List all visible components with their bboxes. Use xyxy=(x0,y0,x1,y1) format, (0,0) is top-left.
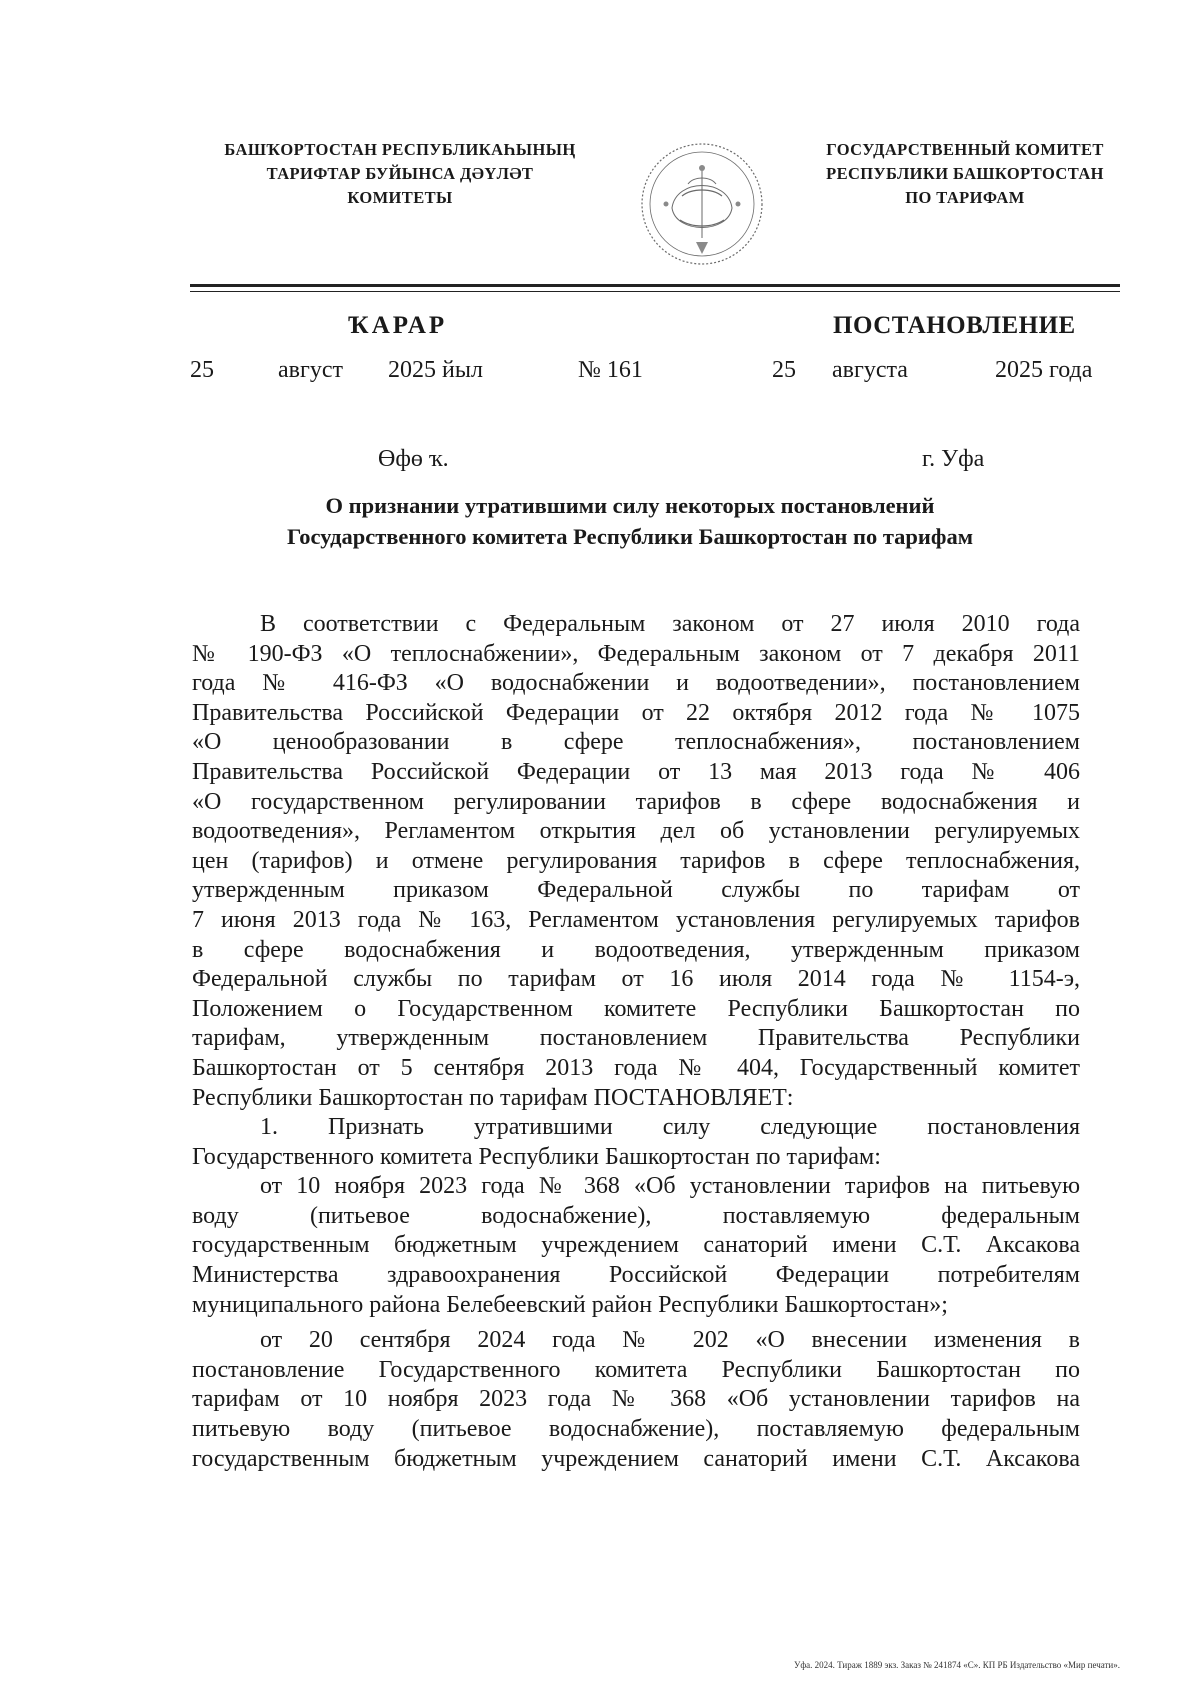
text-line: «О государственном регулировании тарифов в сфере водоснабжения и xyxy=(192,788,1080,815)
header-left-line-3: КОМИТЕТЫ xyxy=(347,188,453,207)
text-line: Положением о Государственном комитете Республики Башкортостан по xyxy=(192,995,1080,1022)
document-number: № 161 xyxy=(578,357,643,383)
text-line: Республики Башкортостан по тарифам ПОСТАНОВЛЯЕТ: xyxy=(192,1084,794,1111)
text-line: года № 416-ФЗ «О водоснабжении и водоотведении», постановлением xyxy=(192,670,1080,697)
text-line: № 190-ФЗ «О теплоснабжении», Федеральным законом от 7 декабря 2011 xyxy=(192,640,1080,667)
text-line: питьевую воду (питьевое водоснабжение), поставляемую федеральным xyxy=(192,1416,1080,1443)
header-left-line-1: БАШҠОРТОСТАН РЕСПУБЛИКАҺЫНЫҢ xyxy=(224,140,576,159)
text-line: в сфере водоснабжения и водоотведения, утвержденным приказом xyxy=(192,936,1080,963)
title-postanovlenie: ПОСТАНОВЛЕНИЕ xyxy=(833,312,1076,339)
document-body xyxy=(192,610,1080,1474)
city-bashkir: Өфө ҡ. xyxy=(378,446,449,472)
text-line: Федеральной службы по тарифам от 16 июля 2014 года № 1154-э, xyxy=(192,966,1080,993)
text-line: Министерства здравоохранения Российской Федерации потребителям xyxy=(192,1262,1080,1289)
header-divider-thick xyxy=(190,284,1120,287)
text-line: Башкортостан от 5 сентября 2013 года № 404, Государственный комитет xyxy=(192,1054,1080,1081)
date-right-year: 2025 года xyxy=(995,357,1093,383)
title-karar: ҠАРАР xyxy=(348,312,448,339)
header-left-bashkir xyxy=(170,138,630,210)
text-line: водоотведения», Регламентом открытия дел об установлении регулируемых xyxy=(192,818,1080,845)
paragraph-decree-368 xyxy=(192,1172,1080,1320)
document-title-line: О признании утратившими силу некоторых постановлений xyxy=(325,493,935,518)
print-imprint: Уфа. 2024. Тираж 1889 экз. Заказ № 241874 «С». КП РБ Издательство «Мир печати». xyxy=(793,1660,1120,1670)
text-line: «О ценообразовании в сфере теплоснабжения», постановлением xyxy=(192,729,1080,756)
date-left-day: 25 xyxy=(190,357,214,383)
header-left-line-2: ТАРИФТАР БУЙЫНСА ДӘҮЛӘТ xyxy=(266,164,534,183)
text-line: 7 июня 2013 года № 163, Регламентом установления регулируемых тарифов xyxy=(192,906,1080,933)
city-russian: г. Уфа xyxy=(922,446,985,472)
header-right-line-1: ГОСУДАРСТВЕННЫЙ КОМИТЕТ xyxy=(826,140,1104,159)
coat-of-arms-icon xyxy=(636,138,768,270)
text-line: утвержденным приказом Федеральной службы по тарифам от xyxy=(192,877,1080,904)
text-line: государственным бюджетным учреждением санаторий имени С.Т. Аксакова xyxy=(192,1445,1080,1472)
date-right-month: августа xyxy=(832,357,908,383)
paragraph-item-1 xyxy=(192,1113,1080,1172)
paragraph-decree-202 xyxy=(192,1326,1080,1474)
header-divider-thin xyxy=(190,291,1120,292)
text-line: 1. Признать утратившими силу следующие постановления xyxy=(260,1114,1080,1141)
text-line: воду (питьевое водоснабжение), поставляемую федеральным xyxy=(192,1202,1080,1229)
header-right-line-2: РЕСПУБЛИКИ БАШКОРТОСТАН xyxy=(826,164,1104,183)
document-title xyxy=(180,490,1080,552)
text-line: тарифам, утвержденным постановлением Правительства Республики xyxy=(192,1025,1080,1052)
text-line: Правительства Российской Федерации от 22 октября 2012 года № 1075 xyxy=(192,699,1080,726)
text-line: от 20 сентября 2024 года № 202 «О внесении изменения в xyxy=(260,1327,1080,1354)
text-line: Государственного комитета Республики Башкортостан по тарифам: xyxy=(192,1143,881,1170)
date-left-year: 2025 йыл xyxy=(388,357,483,383)
text-line: тарифам от 10 ноября 2023 года № 368 «Об установлении тарифов на xyxy=(192,1386,1080,1413)
paragraph-preamble xyxy=(192,610,1080,1113)
header-right-line-3: ПО ТАРИФАМ xyxy=(905,188,1025,207)
date-left-month: август xyxy=(278,357,343,383)
text-line: муниципального района Белебеевский район Республики Башкортостан»; xyxy=(192,1291,948,1318)
document-title-line: Государственного комитета Республики Башкортостан по тарифам xyxy=(286,524,974,549)
text-line: от 10 ноября 2023 года № 368 «Об установлении тарифов на питьевую xyxy=(260,1173,1080,1200)
date-right-day: 25 xyxy=(772,357,796,383)
header-right-russian xyxy=(790,138,1140,210)
text-line: В соответствии с Федеральным законом от 27 июля 2010 года xyxy=(260,611,1080,637)
text-line: цен (тарифов) и отмене регулирования тарифов в сфере теплоснабжения, xyxy=(192,847,1080,874)
text-line: Правительства Российской Федерации от 13 мая 2013 года № 406 xyxy=(192,758,1080,785)
text-line: государственным бюджетным учреждением санаторий имени С.Т. Аксакова xyxy=(192,1232,1080,1259)
text-line: постановление Государственного комитета Республики Башкортостан по xyxy=(192,1356,1080,1383)
